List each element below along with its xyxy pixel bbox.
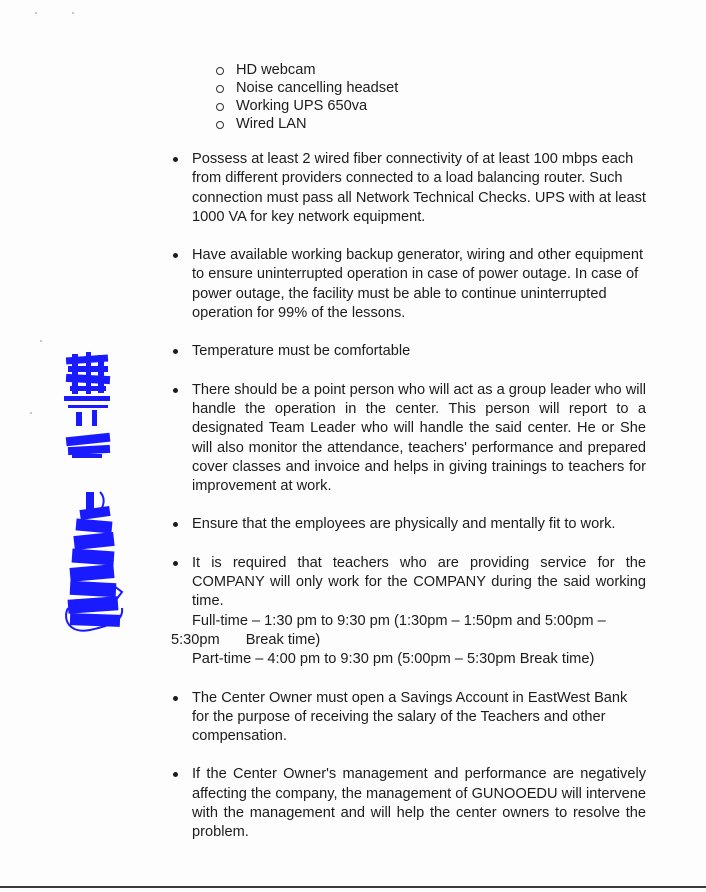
redaction-scribble-signature <box>60 488 128 638</box>
fitness-item: Ensure that the employees are physically and mentally fit to work. <box>171 515 646 534</box>
sub-list-item: Noise cancelling headset <box>212 79 398 97</box>
connectivity-item: Possess at least 2 wired fiber connectivity of at least 100 mbps each from different providers connected to a load balancing router. Such connection must pass all Network Technical Checks. UPS with at least 1000 VA for key network equipment. <box>171 150 646 227</box>
requirements-list <box>171 150 646 862</box>
point-person-item: There should be a point person who will act as a group leader who will handle the operation in the center. This person will report to a designated Team Leader who will handle the said center. He or She will also monitor the attendance, teachers' performance and prepared cover classes and invoice and helps in giving trainings to teachers for improvement at work. <box>171 381 646 497</box>
savings-account-item: The Center Owner must open a Savings Account in EastWest Bank for the purpose of receiving the salary of the Teachers and other compensation. <box>171 689 646 747</box>
redaction-mark <box>64 352 110 458</box>
backup-power-item: Have available working backup generator, wiring and other equipment to ensure uninterrupted operation in case of power outage. In case of power outage, the facility must be able to continue uninterrupted operation for 99% of the lessons. <box>171 246 646 323</box>
management-item: If the Center Owner's management and performance are negatively affecting the company, the management of GUNOOEDU will intervene with the management and will help the center owners to resolve the problem. <box>171 765 646 842</box>
parttime-schedule: Part-time – 4:00 pm to 9:30 pm (5:00pm – 5:30pm Break time) <box>192 651 595 668</box>
fulltime-end: 5:30pm <box>171 631 220 648</box>
scan-speck <box>35 12 37 14</box>
scan-speck <box>30 412 32 414</box>
fulltime-schedule-continued <box>171 631 646 650</box>
scan-edge-line <box>0 886 706 888</box>
sub-list-item: Working UPS 650va <box>212 97 398 115</box>
sub-list-item: Wired LAN <box>212 115 398 133</box>
fulltime-schedule: Full-time – 1:30 pm to 9:30 pm (1:30pm – 1:50pm and 5:00pm – <box>192 612 606 629</box>
equipment-sublist <box>212 61 398 133</box>
exclusivity-text: It is required that teachers who are providing service for the COMPANY will only work for the COMPANY during the said working time. <box>192 554 646 610</box>
temperature-item: Temperature must be comfortable <box>171 342 646 361</box>
scan-speck <box>40 340 42 342</box>
sub-list-item: HD webcam <box>212 61 398 79</box>
working-time-item <box>171 554 646 670</box>
signature-mark <box>66 492 122 631</box>
redaction-scribble-upper <box>62 350 114 465</box>
fulltime-break-label: Break time) <box>245 631 321 648</box>
scan-speck <box>72 12 74 14</box>
